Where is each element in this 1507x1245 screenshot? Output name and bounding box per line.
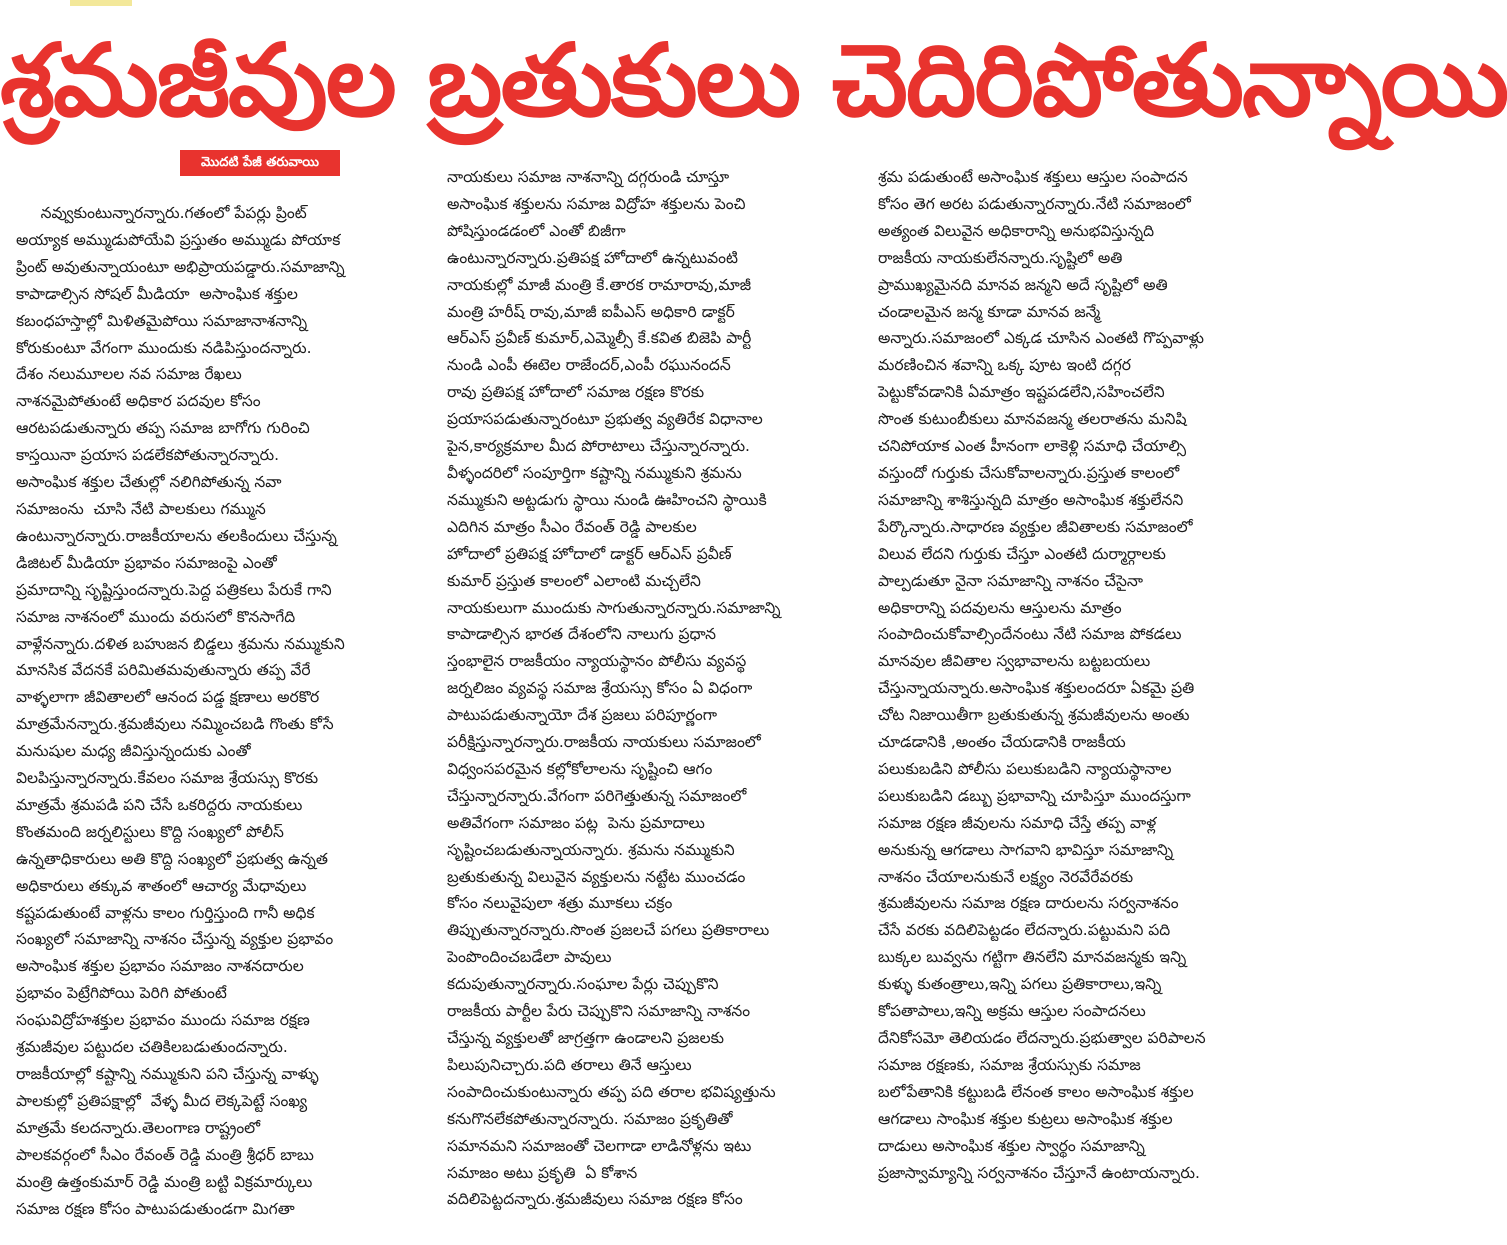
article-column-2: నాయకులు సమాజ నాశనాన్ని దగ్గరుండి చూస్తూ అసాంఘిక శక్తులను సమాజ విద్రోహ శక్తులను పెంచి పోషిస్తుండడంలో ఎంతో బిజీగా ఉంటున్నారన్నారు.ప్రతిపక్ష హోదాలో ఉన్నటువంటి నాయకుల్లో మాజీ మంత్రి కే.తారక రామారావు,మాజీ మంత్రి హరీష్ రావు,మాజీ ఐపీఎస్ అధికారి డాక్టర్ ఆర్ఎస్ ప్రవీణ్ కుమార్,ఎమ్మెల్సీ కే.కవిత బిజెపి పార్టీ నుండి ఎంపీ ఈటెల రాజేందర్,ఎంపీ రఘునందన్ రావు ప్రతిపక్ష హోదాలో సమాజ రక్షణ కొరకు ప్రయాసపడుతున్నారంటూ ప్రభుత్వ వ్యతిరేక విధానాల పైన,కార్యక్రమాల మీద పోరాటాలు చేస్తున్నారన్నారు. వీళ్ళందరిలో సంపూర్తిగా కష్టాన్ని నమ్ముకుని శ్రమను నమ్ముకుని అట్టడుగు స్థాయి నుండి ఊహించని స్థాయికి ఎదిగిన మాత్రం సీఎం రేవంత్ రెడ్డి పాలకుల హోదాలో ప్రతిపక్ష హోదాలో డాక్టర్ ఆర్ఎస్ ప్రవీణ్ కుమార్ ప్రస్తుత కాలంలో ఎలాంటి మచ్చలేని నాయకులుగా ముందుకు సాగుతున్నారన్నారు.సమాజాన్ని కాపాడాల్సిన భారత దేశంలోని నాలుగు ప్రధాన స్తంభాలైన రాజకీయం న్యాయస్థానం పోలీసు వ్యవస్థ జర్నలిజం వ్యవస్థ సమాజ శ్రేయస్సు కోసం ఏ విధంగా పాటుపడుతున్నాయో దేశ ప్రజలు పరిపూర్ణంగా పరీక్షిస్తున్నారన్నారు.రాజకీయ నాయకులు సమాజంలో విధ్వంసపరమైన కల్లోకోలాలను సృష్టించి ఆగం చేస్తున్నారన్నారు.వేగంగా పరిగెత్తుతున్న సమాజంలో అతివేగంగా సమాజం పట్ల పెను ప్రమాదాలు సృష్టించబడుతున్నాయన్నారు. శ్రమను నమ్ముకుని బ్రతుకుతున్న విలువైన వ్యక్తులను నట్టేట ముంచడం కోసం నలువైపులా శత్రు మూకలు చక్రం తిప్పుతున్నారన్నారు.సొంత ప్రజలచే పగలు ప్రతికారాలు పెంపొందించబడేలా పావులు కదుపుతున్నారన్నారు.సంఘాల పేర్లు చెప్పుకొని రాజకీయ పార్టీల పేరు చెప్పుకొని సమాజాన్ని నాశనం చేస్తున్న వ్యక్తులతో జాగ్రత్తగా ఉండాలని ప్రజలకు పిలుపునిచ్చారు.పది తరాలు తినే ఆస్తులు సంపాదించుకుంటున్నారు తప్ప పది తరాల భవిష్యత్తును కనుగొనలేకపోతున్నారన్నారు. సమాజం ప్రకృతితో సమానమని సమాజంతో చెలగాడా లాడినోళ్లను ఇటు సమాజం అటు ప్రకృతి ఏ కోశాన వదిలిపెట్టదన్నారు.శ్రమజీవులు సమాజ రక్షణ కోసం (447, 168, 781, 1209)
corner-mark (70, 0, 132, 6)
headline: శ్రమజీవుల బ్రతుకులు చెదిరిపోతున్నాయి (0, 22, 1507, 139)
article-column-1: నవ్వుకుంటున్నారన్నారు.గతంలో పేపర్లు ప్రింట్ అయ్యాక అమ్ముడుపోయేవి ప్రస్తుతం అమ్ముడు పోయాక ప్రింట్ అవుతున్నాయంటూ అభిప్రాయపడ్డారు.సమాజాన్ని కాపాడాల్సిన సోషల్ మీడియా అసాంఘిక శక్తుల కబంధహస్తాల్లో మిళితమైపోయి సమాజానాశనాన్ని కోరుకుంటూ వేగంగా ముందుకు నడిపిస్తుందన్నారు. దేశం నలుమూలల నవ సమాజ రేఖలు నాశనమైపోతుంటే అధికార పదవుల కోసం ఆరటపడుతున్నారు తప్ప సమాజ బాగోగు గురించి కాస్తయినా ప్రయాస పడలేకపోతున్నారన్నారు. అసాంఘిక శక్తుల చేతుల్లో నలిగిపోతున్న నవా సమాజంను చూసి నేటి పాలకులు గమ్మున ఉంటున్నారన్నారు.రాజకీయాలను తలకిందులు చేస్తున్న డిజిటల్ మీడియా ప్రభావం సమాజంపై ఎంతో ప్రమాదాన్ని సృష్టిస్తుందన్నారు.పెద్ద పత్రికలు పేరుకే గాని సమాజ నాశనంలో ముందు వరుసలో కొనసాగేది వాళ్లేనన్నారు.దళిత బహుజన బిడ్డలు శ్రమను నమ్ముకుని మానసిక వేదనకే పరిమితమవుతున్నారు తప్ప వేరే వాళ్ళలాగా జీవితాలలో ఆనంద పడ్డ క్షణాలు అరకొర మాత్రమేనన్నారు.శ్రమజీవులు నమ్మించబడి గొంతు కోసే మనుషుల మధ్య జీవిస్తున్నందుకు ఎంతో విలపిస్తున్నారన్నారు.కేవలం సమాజ శ్రేయస్సు కొరకు మాత్రమే శ్రమపడి పని చేసే ఒకరిద్దరు నాయకులు కొంతమంది జర్నలిస్టులు కొద్ది సంఖ్యలో పోలీస్ ఉన్నతాధికారులు అతి కొద్ది సంఖ్యలో ప్రభుత్వ ఉన్నత అధికారులు తక్కువ శాతంలో ఆచార్య మేధావులు కష్టపడుతుంటే వాళ్లను కాలం గుర్తిస్తుంది గానీ అధిక సంఖ్యలో సమాజాన్ని నాశనం చేస్తున్న వ్యక్తుల ప్రభావం అసాంఘిక శక్తుల ప్రభావం సమాజం నాశనదారుల ప్రభావం పెట్రేగిపోయి పెరిగి పోతుంటే సంఘవిద్రోహశక్తుల ప్రభావం ముందు సమాజ రక్షణ శ్రమజీవుల పట్టుదల చతికిలబడుతుందన్నారు. రాజకీయాల్లో కష్టాన్ని నమ్ముకుని పని చేస్తున్న వాళ్ళు పాలకుల్లో ప్రతిపక్షాల్లో వేళ్ళ మీద లెక్కపెట్టే సంఖ్య మాత్రమే కలదన్నారు.తెలంగాణ రాష్ట్రంలో పాలకవర్గంలో సీఎం రేవంత్ రెడ్డి మంత్రి శ్రీధర్ బాబు మంత్రి ఉత్తంకుమార్ రెడ్డి మంత్రి బట్టి విక్రమార్కులు సమాజ రక్షణ కోసం పాటుపడుతుండగా మిగతా (16, 204, 345, 1218)
continued-from-tag: మొదటి పేజీ తరువాయి (180, 150, 340, 176)
article-column-3: శ్రమ పడుతుంటే అసాంఘిక శక్తులు ఆస్తుల సంపాదన కోసం తెగ అరట పడుతున్నారన్నారు.నేటి సమాజంలో అత్యంత విలువైన అధికారాన్ని అనుభవిస్తున్నది రాజకీయ నాయకులేనన్నారు.సృష్టిలో అతి ప్రాముఖ్యమైనది మానవ జన్మని అదే సృష్టిలో అతి చండాలమైన జన్మ కూడా మానవ జన్మే అన్నారు.సమాజంలో ఎక్కడ చూసిన ఎంతటి గొప్పవాళ్లు మరణించిన శవాన్ని ఒక్క పూట ఇంటి దగ్గర పెట్టుకోవడానికి ఏమాత్రం ఇష్టపడలేని,సహించలేని సొంత కుటుంబీకులు మానవజన్మ తలరాతను మనిషి చనిపోయాక ఎంత హీనంగా లాకెళ్లి సమాధి చేయాల్సి వస్తుందో గుర్తుకు చేసుకోవాలన్నారు.ప్రస్తుత కాలంలో సమాజాన్ని శాశిస్తున్నది మాత్రం అసాంఘిక శక్తులేనని పేర్కొన్నారు.సాధారణ వ్యక్తుల జీవితాలకు సమాజంలో విలువ లేదని గుర్తుకు చేస్తూ ఎంతటి దుర్మార్గాలకు పాల్పడుతూ నైనా సమాజాన్ని నాశనం చేసైనా అధికారాన్ని పదవులను ఆస్తులను మాత్రం సంపాదించుకోవాల్సిందేనంటు నేటి సమాజ పోకడలు మానవుల జీవితాల స్వభావాలను బట్టబయలు చేస్తున్నాయన్నారు.అసాంఘిక శక్తులందరూ ఏకమై ప్రతి చోట నిజాయితీగా బ్రతుకుతున్న శ్రమజీవులను అంతు చూడడానికి ,అంతం చేయడానికి రాజకీయ పలుకుబడిని పోలీసు పలుకుబడిని న్యాయస్థానాల పలుకుబడిని డబ్బు ప్రభావాన్ని చూపిస్తూ ముందస్తుగా సమాజ రక్షణ జీవులను సమాధి చేస్తే తప్ప వాళ్ల అనుకున్న ఆగడాలు సాగవాని భావిస్తూ సమాజాన్ని నాశనం చేయాలనుకునే లక్ష్యం నెరవేరేవరకు శ్రమజీవులను సమాజ రక్షణ దారులను సర్వనాశనం చేసే వరకు వదిలిపెట్టడం లేదన్నారు.పట్టుమని పది బుక్కల బువ్వను గట్టిగా తినలేని మానవజన్మకు ఇన్ని కుళ్ళు కుతంత్రాలు,ఇన్ని పగలు ప్రతికారాలు,ఇన్ని కోపతాపాలు,ఇన్ని అక్రమ ఆస్తుల సంపాదనలు దేనికోసమో తెలియడం లేదన్నారు.ప్రభుత్వాల పరిపాలన సమాజ రక్షణకు, సమాజ శ్రేయస్సుకు సమాజ బలోపేతానికి కట్టుబడి లేనంత కాలం అసాంఘిక శక్తుల ఆగడాలు సాంఘిక శక్తుల కుట్రలు అసాంఘిక శక్తుల దాడులు అసాంఘిక శక్తుల స్వార్థం సమాజాన్ని ప్రజాస్వామ్యాన్ని సర్వనాశనం చేస్తూనే ఉంటాయన్నారు. (878, 168, 1206, 1182)
